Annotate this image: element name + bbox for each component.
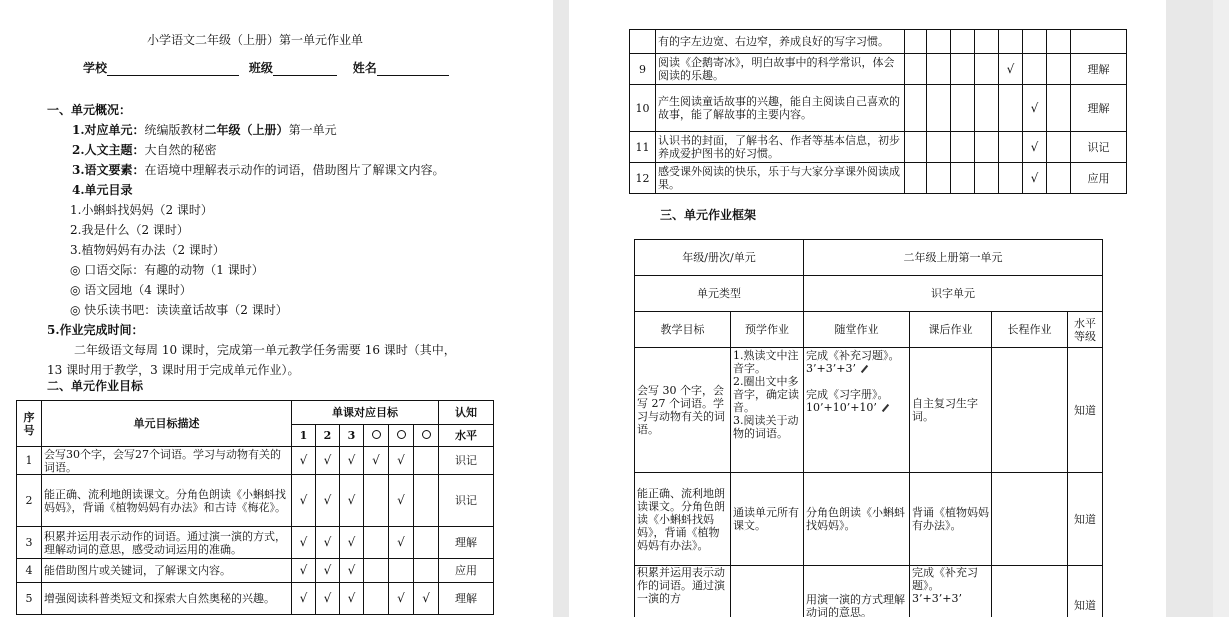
- table-row: 积累并运用表示动作的词语。通过演一演的方 用演一演的方式理解动词的意思。 完成《补充习题》。3’+3’+3’ 知道: [635, 566, 1103, 617]
- table-row: 1 会写30个字，会写27个词语。学习与动物有关的词语。 √ √ √ √ √ 识记: [17, 447, 494, 475]
- type-key: 单元类型: [635, 276, 804, 312]
- info-fields: [83, 59, 449, 76]
- circle-icon: [414, 425, 439, 447]
- catalog-item: ◎ 快乐读书吧：读读童话故事（2 课时）: [70, 303, 288, 317]
- table-row: 4 能借助图片或关键词，了解课文内容。 √ √ √ 应用: [17, 559, 494, 583]
- column-header: 长程作业: [992, 312, 1068, 348]
- document-page-right: [569, 0, 1166, 617]
- element-line: 3.语文要素：在语境中理解表示动作的词语，借助图片了解课文内容。: [72, 163, 445, 177]
- catalog-item: 2.我是什么（2 课时）: [70, 223, 189, 237]
- catalog-item: 1.小蝌蚪找妈妈（2 课时）: [70, 203, 213, 217]
- name-label: 姓名: [352, 61, 377, 75]
- table-row: 11 认识书的封面，了解书名、作者等基本信息，初步养成爱护图书的好习惯。 √ 识记: [630, 132, 1127, 163]
- grade-value: 二年级上册第一单元: [804, 240, 1103, 276]
- lesson-col: 2: [316, 425, 340, 447]
- table-row: 有的字左边宽、右边窄，养成良好的写字习惯。: [630, 30, 1127, 54]
- grade-key: 年级/册次/单元: [635, 240, 804, 276]
- header-no: 序 号: [17, 401, 42, 447]
- section2-heading: 二、单元作业目标: [47, 379, 144, 393]
- type-value: 识字单元: [804, 276, 1103, 312]
- document-title: 小学语文二年级（上册）第一单元作业单: [147, 33, 364, 47]
- table-row: 2 能正确、流利地朗读课文。分角色朗读《小蝌蚪找妈妈》，背诵《植物妈妈有办法》和古诗《梅花》。 √ √ √ √ 识记: [17, 475, 494, 527]
- class-label: 班级: [248, 61, 273, 75]
- completion-time-text: 二年级语文每周 10 课时，完成第一单元教学任务需要 16 课时（其中，: [74, 343, 456, 357]
- unit-line: 1.对应单元：统编版教材二年级（上册）第一单元: [72, 123, 337, 137]
- table-row: 5 增强阅读科普类短文和探索大自然奥秘的兴趣。 √ √ √ √ √ 理解: [17, 583, 494, 615]
- table-row: 12 感受课外阅读的快乐，乐于与大家分享课外阅读成果。 √ 应用: [630, 163, 1127, 194]
- section1-heading: 一、单元概况：: [47, 103, 132, 117]
- catalog-item: 3.植物妈妈有办法（2 课时）: [70, 243, 225, 257]
- school-label: 学校: [83, 61, 108, 75]
- lesson-col: 1: [292, 425, 316, 447]
- table-row: 能正确、流利地朗读课文。分角色朗读《小蝌蚪找妈妈》，背诵《植物妈妈有办法》。 通读单元所有课文。 分角色朗读《小蝌蚪找妈妈》。 背诵《植物妈妈有办法》。 知道: [635, 473, 1103, 566]
- name-field[interactable]: [377, 63, 449, 76]
- header-lesson: 单课对应目标: [292, 401, 439, 425]
- theme-line: 2.人文主题：大自然的秘密: [72, 143, 217, 157]
- lesson-col: 3: [340, 425, 364, 447]
- column-header: 教学目标: [635, 312, 731, 348]
- table-row: 9 阅读《企鹅寄冰》，明白故事中的科学常识，体会阅读的乐趣。 √ 理解: [630, 54, 1127, 85]
- document-page-left: [0, 0, 553, 617]
- completion-time-text: 13 课时用于教学，3 课时用于完成单元作业）。: [47, 363, 300, 377]
- framework-table: [634, 239, 1103, 617]
- goals-table-continued: [629, 29, 1127, 194]
- circle-icon: [364, 425, 389, 447]
- table-row: 10 产生阅读童话故事的兴趣，能自主阅读自己喜欢的故事，能了解故事的主要内容。 √ 理解: [630, 85, 1127, 132]
- table-row: 会写 30 个字，会写 27 个词语。学习与动物有关的词语。 1.熟读文中注音字。 2.圈出文中多音字，确定读音。 3.阅读关于动物的词语。 完成《补充习题》。 3’+3’+3’ 完成《习字册》。 10’+10’+10’ 自主复习生字词。 知道: [635, 348, 1103, 473]
- header-level-2: 水平: [439, 425, 494, 447]
- goals-table: [16, 400, 494, 615]
- column-header: 预学作业: [731, 312, 804, 348]
- column-header: 课后作业: [910, 312, 992, 348]
- section3-heading: 三、单元作业框架: [660, 208, 757, 222]
- header-level: 认知: [439, 401, 494, 425]
- completion-time-heading: 5.作业完成时间：: [47, 323, 144, 337]
- vertical-scrollbar[interactable]: [1213, 0, 1229, 617]
- circle-icon: [389, 425, 414, 447]
- pencil-icon: [861, 365, 868, 373]
- pencil-icon: [882, 404, 889, 412]
- table-row: 3 积累并运用表示动作的词语。通过演一演的方式，理解动词的意思，感受动词运用的准确。 √ √ √ √ 理解: [17, 527, 494, 559]
- header-desc: 单元目标描述: [42, 401, 292, 447]
- catalog-heading: 4.单元目录: [72, 183, 133, 197]
- catalog-item: ◎ 语文园地（4 课时）: [70, 283, 192, 297]
- column-header: 随堂作业: [804, 312, 910, 348]
- catalog-item: ◎ 口语交际：有趣的动物（1 课时）: [70, 263, 264, 277]
- column-header: 水平等级: [1068, 312, 1103, 348]
- class-field[interactable]: [273, 63, 337, 76]
- school-field[interactable]: [107, 63, 239, 76]
